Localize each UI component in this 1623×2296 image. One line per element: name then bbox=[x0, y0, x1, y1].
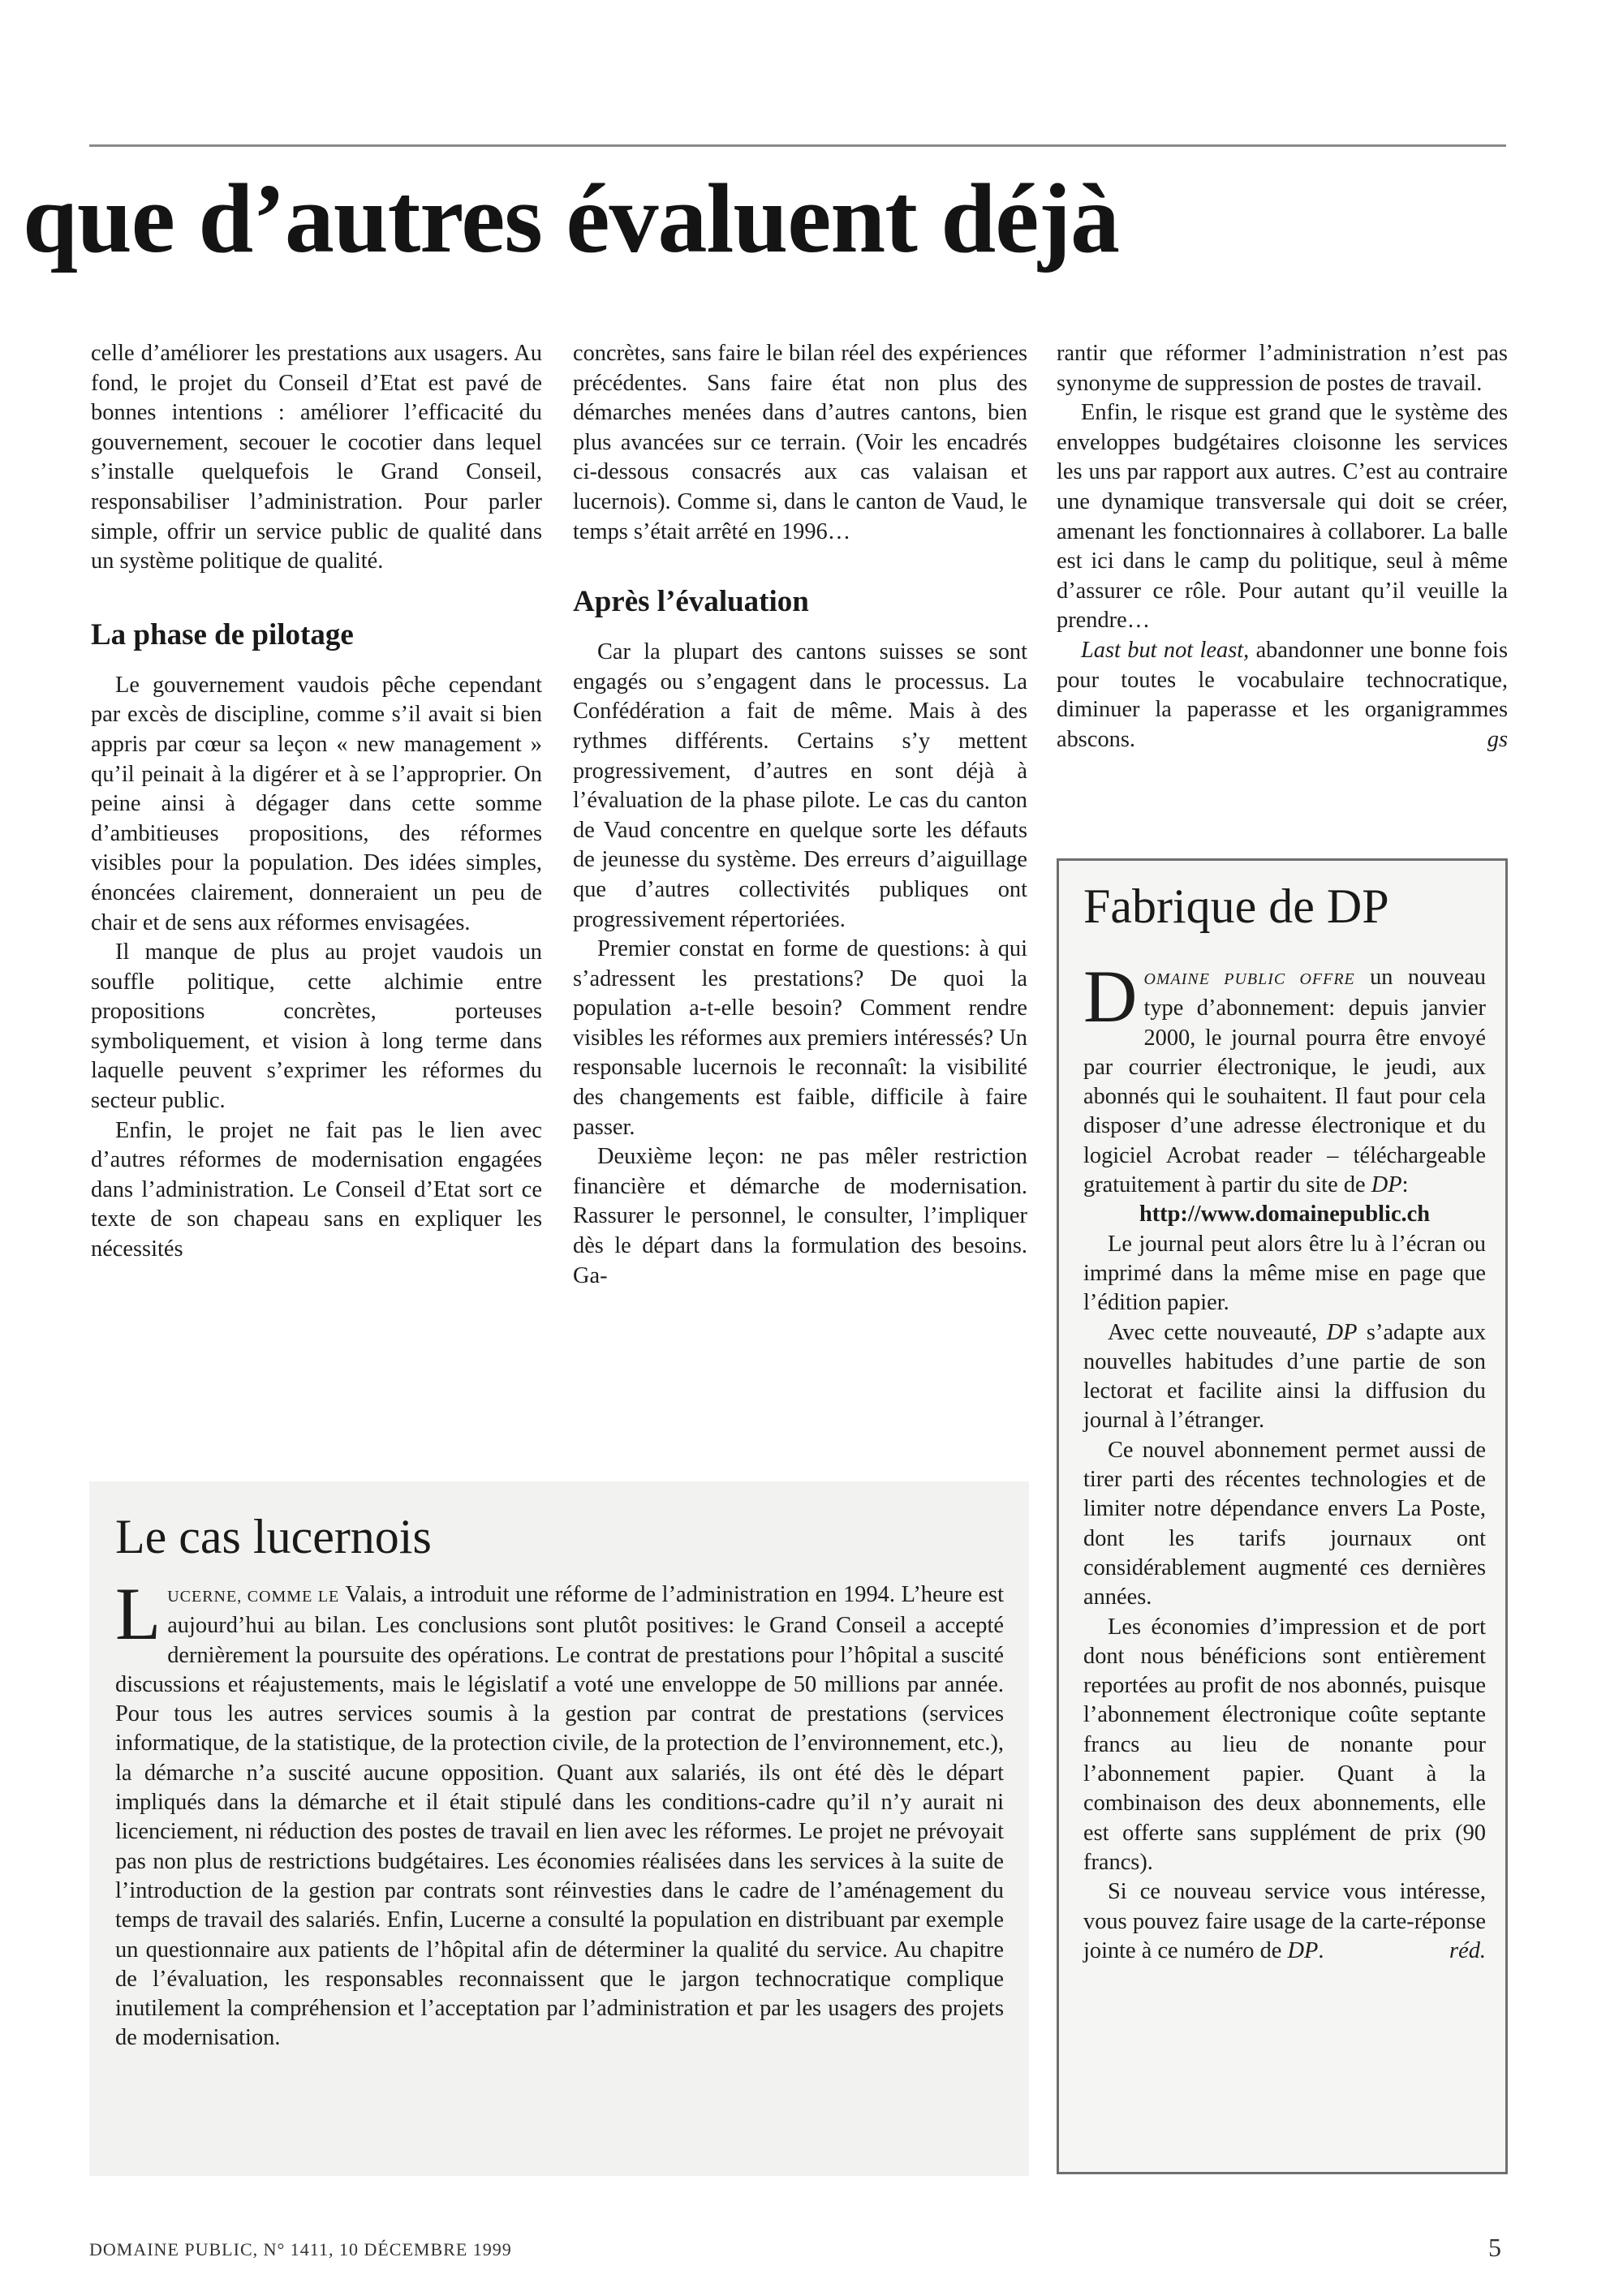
column-2 bbox=[573, 339, 1027, 1291]
small-caps-lead: OMAINE PUBLIC OFFRE bbox=[1143, 970, 1355, 988]
paragraph: concrètes, sans faire le bilan réel des expériences précédentes. Sans faire état non plus des démarches menées dans d’autres cantons, bien plus avancées sur ce terrain. (Voir les encadrés ci-dessous consacrés aux cas valaisan et lucernois). Comme si, dans le canton de Vaud, le temps s’était arrêté en 1996… bbox=[573, 341, 1027, 544]
box-title: Fabrique de DP bbox=[1083, 879, 1389, 933]
paragraph bbox=[115, 1572, 1004, 2053]
paragraph bbox=[1083, 1877, 1486, 1966]
paragraph-text: Valais, a introduit une réforme de l’administration en 1994. L’heure est aujourd’hui au bilan. Les conclusions sont plutôt positives: le Grand Conseil a accepté dernièrement la poursuite des opérations. Le contrat de prestations pour l’hôpital a suscité discussions et réajustements, mais le législatif a voté une enveloppe de 50 millions par année. Pour tous les autres services soumis à la gestion par contrat de prestations (services informatique, de la statistique, de la protection civile, de la protection de l’environnement, etc.), la démarche n’a suscité aucune opposition. Quant aux salariés, ils ont été dès le départ impliqués dans la démarche et il était stipulé dans les conditions-cadre qu’il n’y aurait ni licenciement, ni réduction des postes de travail en lien avec les réformes. Le projet ne prévoyait pas non plus de restrictions budgétaires. Les économies réalisées dans les services à la suite de l’introduction de la gestion par contrats sont réinvesties dans le cadre de l’aménagement du temps de travail des salariés. Enfin, Lucerne a consulté la population en distribuant par exemple un questionnaire aux patients de l’hôpital afin de déterminer la qualité du service. Au chapitre de l’évaluation, les responsables reconnaissent que le jargon technocratique complique inutilement la compréhension et l’acceptation par l’administration et par les usagers des projets de modernisation. bbox=[115, 1582, 1004, 2051]
paragraph: Le journal peut alors être lu à l’écran ou imprimé dans la même mise en page que l’édition papier. bbox=[1083, 1231, 1486, 1316]
editor-signature: réd. bbox=[1449, 1937, 1486, 1963]
footer-publication: DOMAINE PUBLIC, N° 1411, 10 DÉCEMBRE 1999 bbox=[89, 2239, 512, 2259]
box-body bbox=[1083, 955, 1486, 1966]
paragraph: Premier constat en forme de questions: à qui s’adressent les prestations? De quoi la population a-t-elle besoin? Comment rendre visibles les réformes aux premiers intéressés? Un responsable lucernois le reconnaît: la visibilité des changements est faible, difficile à faire passer. bbox=[573, 936, 1027, 1140]
website-url[interactable]: http://www.domainepublic.ch bbox=[1139, 1202, 1431, 1228]
headline: que d’autres évaluent déjà bbox=[23, 164, 1120, 273]
paragraph: Les économies d’impression et de port dont nous bénéficions sont entièrement reportées au profit de nos abonnés, puisque l’abonnement électronique coûte septante francs au lieu de nonante pour l’abonnement papier. Quant à la combinaison des deux abonnements, elle est offerte sans supplément de prix (90 francs). bbox=[1083, 1614, 1486, 1875]
dp-italic: DP bbox=[1287, 1937, 1319, 1963]
lucerne-box bbox=[89, 1481, 1029, 2176]
paragraph: rantir que réformer l’administration n’est pas synonyme de suppression de postes de travail. bbox=[1057, 341, 1508, 396]
column-3 bbox=[1057, 339, 1508, 755]
top-rule bbox=[89, 144, 1506, 147]
box-body bbox=[115, 1572, 1004, 2053]
fabrique-box bbox=[1057, 858, 1508, 2174]
small-caps-lead: UCERNE, COMME LE bbox=[167, 1588, 340, 1606]
dp-italic: DP bbox=[1371, 1172, 1402, 1198]
paragraph bbox=[1057, 636, 1508, 755]
paragraph-text: Avec cette nouveauté, bbox=[1108, 1319, 1327, 1345]
paragraph-text: abandonner une bonne fois pour toutes le vocabulaire technocratique, diminuer la paperasse et les organigrammes abscons. bbox=[1057, 637, 1508, 752]
paragraph bbox=[1083, 955, 1486, 1200]
paragraph-text: un nouveau type d’abonnement: depuis janvier 2000, le journal pourra être envoyé par courrier électronique, le jeudi, aux abonnés qui le souhaitent. Il faut pour cela disposer d’une adresse électronique et du logiciel Acrobat reader – téléchargeable gratuitement à partir du site de bbox=[1083, 965, 1486, 1198]
paragraph-text: s’adapte aux nouvelles habitudes d’une partie de son lectorat et facilite ainsi la diffusion du journal à l’étranger. bbox=[1083, 1319, 1486, 1434]
paragraph: Enfin, le projet ne fait pas le lien avec d’autres réformes de modernisation engagées dans l’administration. Le Conseil d’Etat sort ce texte de son chapeau sans en expliquer les nécessités bbox=[91, 1117, 542, 1262]
paragraph: Ce nouvel abonnement permet aussi de tirer parti des récentes technologies et de limiter notre dépendance envers La Poste, dont les tarifs journaux ont considérablement augmenté ces dernières années. bbox=[1083, 1437, 1486, 1610]
column-1 bbox=[91, 339, 542, 1265]
paragraph: celle d’améliorer les prestations aux usagers. Au fond, le projet du Conseil d’Etat est pavé de bonnes intentions : améliorer l’efficacité du gouvernement, secouer le cocotier dans lequel s’installe quelquefois le Grand Conseil, responsabiliser l’administration. Pour parler simple, offrir un service public de qualité dans un système politique de qualité. bbox=[91, 341, 542, 574]
section-heading: La phase de pilotage bbox=[91, 617, 354, 651]
paragraph: Car la plupart des cantons suisses se sont engagés ou s’engagent dans le processus. La Confédération a fait de même. Mais à des rythmes différents. Certains s’y mettent progressivement, d’autres en sont déjà à l’évaluation de la phase pilote. Le cas du canton de Vaud concentre en quelque sorte les défauts de jeunesse du système. Des erreurs d’aiguillage que d’autres collectivités publiques ont progressivement répertoriées. bbox=[573, 639, 1027, 932]
paragraph: Deuxième leçon: ne pas mêler restriction financière et démarche de modernisation. Rassurer le personnel, le consulter, l’impliquer dès le départ dans la formulation des besoins. Ga- bbox=[573, 1144, 1027, 1288]
box-title: Le cas lucernois bbox=[115, 1510, 432, 1563]
paragraph: Enfin, le risque est grand que le système des enveloppes budgétaires cloisonne les services les uns par rapport aux autres. C’est au contraire une dynamique transversale qui doit se créer, amenant les fonctionnaires à collaborer. La balle est ici dans le camp du politique, seul à même d’assurer ce rôle. Pour autant qu’il veuille la prendre… bbox=[1057, 400, 1508, 634]
paragraph: Le gouvernement vaudois pêche cependant par excès de discipline, comme s’il avait si bien appris par cœur sa leçon « new management » qu’il peinait à la digérer et à se l’approprier. On peine ainsi à dégager dans cette somme d’ambitieuses propositions, des réformes visibles pour la population. Des idées simples, énoncées clairement, donneraient un peu de chair et de sens aux réformes envisagées. bbox=[91, 672, 542, 935]
paragraph-text: : bbox=[1401, 1172, 1409, 1198]
paragraph-text: Si ce nouveau service vous intéresse, vous pouvez faire usage de la carte-réponse jointe à ce numéro de bbox=[1083, 1879, 1486, 1963]
paragraph-text: . bbox=[1318, 1937, 1324, 1963]
author-signature: gs bbox=[1487, 726, 1508, 752]
italic-phrase: Last but not least, bbox=[1081, 637, 1250, 663]
paragraph: Il manque de plus au projet vaudois un souffle politique, cette alchimie entre propositions concrètes, porteuses symboliquement, et vision à long terme dans laquelle peuvent s’exprimer les réformes du secteur public. bbox=[91, 939, 542, 1114]
drop-cap: L bbox=[115, 1572, 161, 1655]
page-number: 5 bbox=[1488, 2233, 1501, 2262]
paragraph bbox=[1083, 1318, 1486, 1436]
drop-cap: D bbox=[1083, 955, 1138, 1038]
section-heading: Après l’évaluation bbox=[573, 585, 809, 619]
dp-italic: DP bbox=[1326, 1319, 1358, 1345]
